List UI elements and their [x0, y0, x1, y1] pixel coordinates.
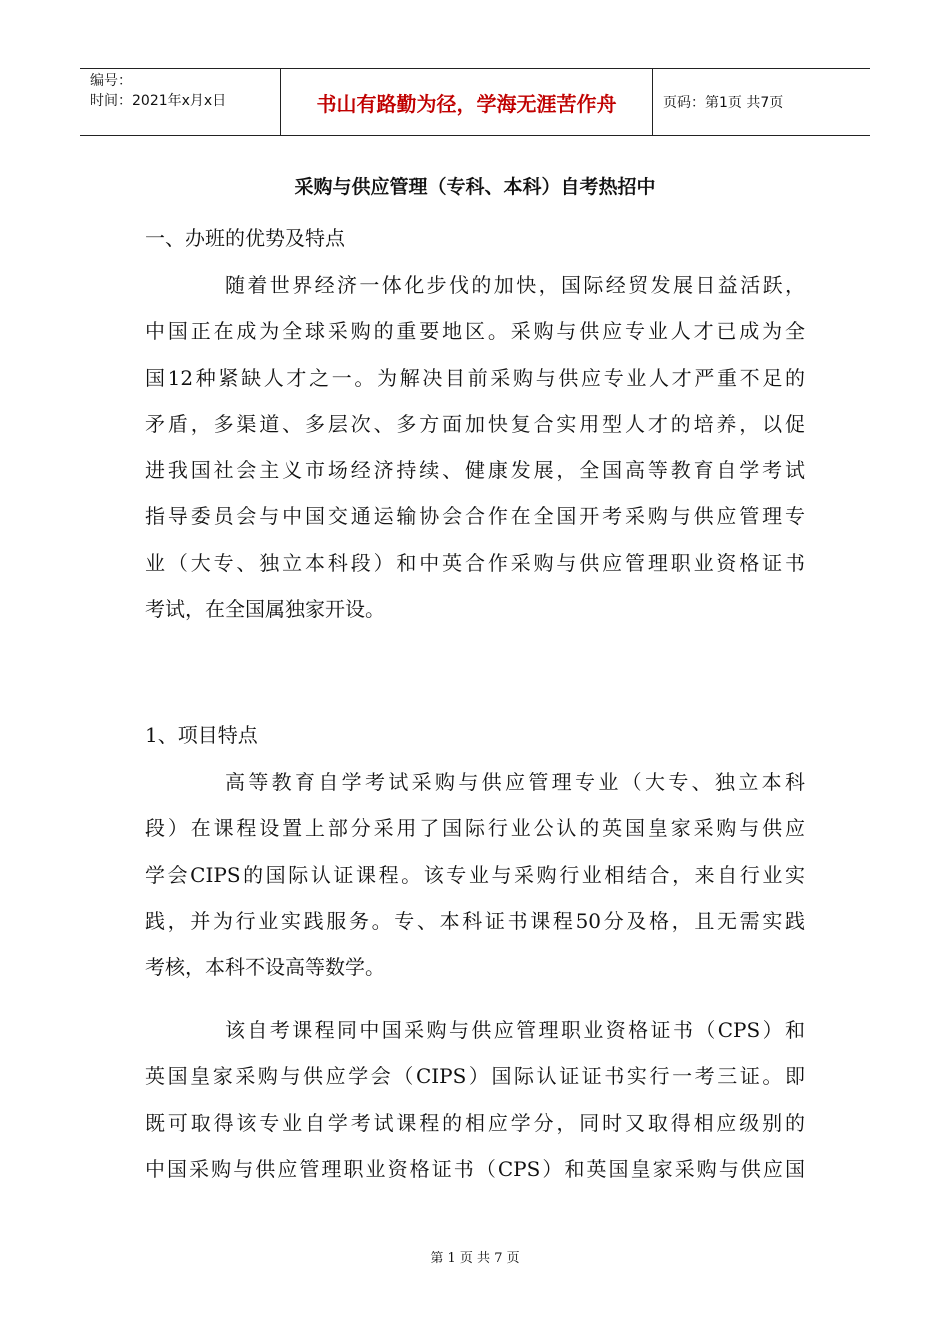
header-table: [80, 68, 870, 136]
page-info-text: 页码：第1页 共7页: [663, 95, 784, 111]
paragraph-line: 中国正在成为全球采购的重要地区。采购与供应专业人才已成为全: [145, 319, 805, 344]
paragraph-line: 高等教育自学考试采购与供应管理专业（大专、独立本科: [225, 770, 805, 794]
time-label: 时间：2021年x月x日: [90, 93, 227, 109]
paragraph-line: 国12种紧缺人才之一。为解决目前采购与供应专业人才严重不足的: [145, 365, 805, 390]
paragraph-line: 业（大专、独立本科段）和中英合作采购与供应管理职业资格证书: [145, 550, 805, 575]
paragraph-line: 中国采购与供应管理职业资格证书（CPS）和英国皇家采购与供应国: [145, 1156, 805, 1181]
paragraph-line: 该自考课程同中国采购与供应管理职业资格证书（CPS）和: [225, 1018, 805, 1042]
paragraph-line: 既可取得该专业自学考试课程的相应学分，同时又取得相应级别的: [145, 1110, 805, 1135]
paragraph-line: 考核，本科不设高等数学。: [145, 955, 385, 980]
paragraph-line: 矛盾，多渠道、多层次、多方面加快复合实用型人才的培养，以促: [145, 411, 805, 436]
paragraph-line: 随着世界经济一体化步伐的加快，国际经贸发展日益活跃，: [225, 273, 805, 297]
paragraph-line: 段）在课程设置上部分采用了国际行业公认的英国皇家采购与供应: [145, 816, 805, 841]
page-footer: 第 1 页 共 7 页: [430, 1251, 520, 1266]
paragraph-background: [145, 262, 805, 632]
section-heading-project-features: 1、项目特点: [145, 723, 258, 747]
paragraph-line: 践，并为行业实践服务。专、本科证书课程50分及格，且无需实践: [145, 908, 805, 933]
paragraph-line: 指导委员会与中国交通运输协会合作在全国开考采购与供应管理专: [145, 504, 805, 529]
paragraph-line: 学会CIPS的国际认证课程。该专业与采购行业相结合，来自行业实: [145, 862, 805, 887]
paragraph-project-features: [145, 759, 805, 990]
paragraph-line: 进我国社会主义市场经济持续、健康发展，全国高等教育自学考试: [145, 458, 805, 483]
motto-text: 书山有路勤为径，学海无涯苦作舟: [316, 91, 617, 116]
section-heading-advantages: 一、办班的优势及特点: [145, 226, 345, 250]
motto-cell: [281, 69, 653, 135]
document-title: 采购与供应管理（专科、本科）自考热招中: [294, 176, 656, 198]
page-info-cell: [653, 69, 870, 135]
header-meta-cell: [80, 69, 281, 135]
paragraph-certificates: [145, 1007, 805, 1192]
paragraph-line: 考试，在全国属独家开设。: [145, 597, 385, 622]
paragraph-line: 英国皇家采购与供应学会（CIPS）国际认证证书实行一考三证。即: [145, 1064, 805, 1089]
number-label: 编号：: [90, 73, 132, 89]
